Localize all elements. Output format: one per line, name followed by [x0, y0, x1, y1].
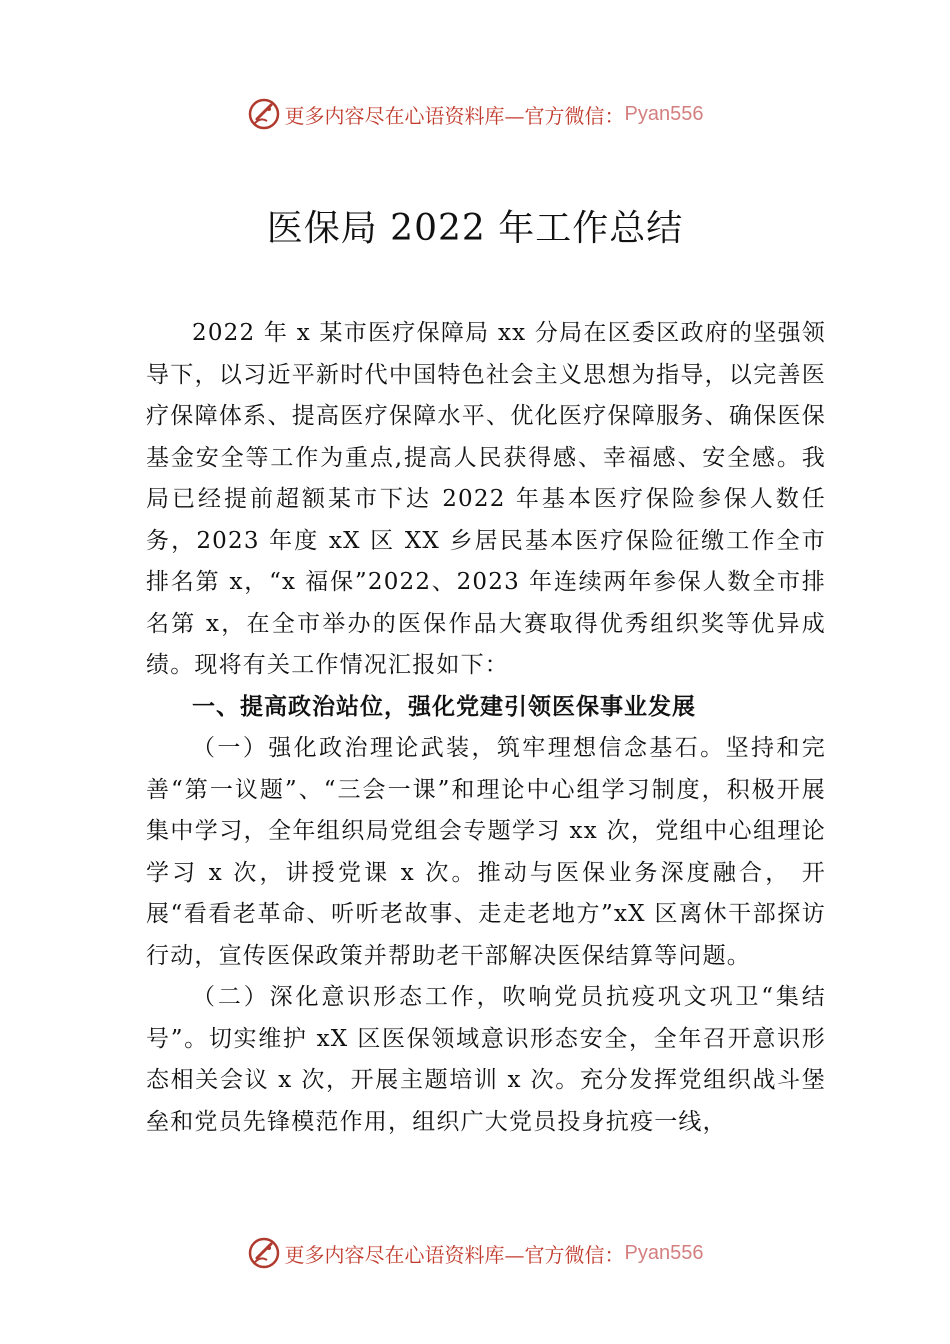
- page-title: 医保局 2022 年工作总结: [266, 208, 684, 249]
- footer-banner: [0, 1233, 950, 1273]
- banner-wechat-id: Pyan556: [624, 1241, 704, 1264]
- section-paragraph-1: （一）强化政治理论武装，筑牢理想信念基石。坚持和完善“第一议题”、“三会一课”和理论中心组学习制度，积极开展集中学习，全年组织局党组会专题学习 xx 次，党组中心组理论学习 x 次，讲授党课 x 次。推动与医保业务深度融合， 开展“看看老革命、听听老故事、走走老地方”xX 区离休干部探访行动，宣传医保政策并帮助老干部解决医保结算等问题。: [146, 735, 826, 969]
- brand-logo-icon: [247, 97, 281, 131]
- intro-paragraph: 2022 年 x 某市医疗保障局 xx 分局在区委区政府的坚强领导下，以习近平新时代中国特色社会主义思想为指导，以完善医疗保障体系、提高医疗保障水平、优化医疗保障服务、确保医保基金安全等工作为重点,提高人民获得感、幸福感、安全感。我局已经提前超额某市下达 2022 年基本医疗保险参保人数任务，2023 年度 xX 区 XX 乡居民基本医疗保险征缴工作全市排名第 x，“x 福保”2022、2023 年连续两年参保人数全市排名第 x，在全市举办的医保作品大赛取得优秀组织奖等优异成绩。现将有关工作情况汇报如下：: [146, 320, 826, 678]
- section-heading: 一、提高政治站位，强化党建引领医保事业发展: [192, 693, 696, 720]
- brand-logo-icon: [247, 1236, 281, 1270]
- banner-wechat-id: Pyan556: [624, 102, 704, 125]
- document-body: [146, 313, 826, 1143]
- banner-text: 更多内容尽在心语资料库—官方微信：: [284, 103, 625, 128]
- section-paragraph-2: （二）深化意识形态工作，吹响党员抗疫巩文巩卫“集结号”。切实维护 xX 区医保领域意识形态安全，全年召开意识形态相关会议 x 次，开展主题培训 x 次。充分发挥党组织战斗堡垒和党员先锋模范作用，组织广大党员投身抗疫一线，: [146, 984, 826, 1135]
- banner-text: 更多内容尽在心语资料库—官方微信：: [284, 1242, 625, 1267]
- header-banner: [0, 94, 950, 134]
